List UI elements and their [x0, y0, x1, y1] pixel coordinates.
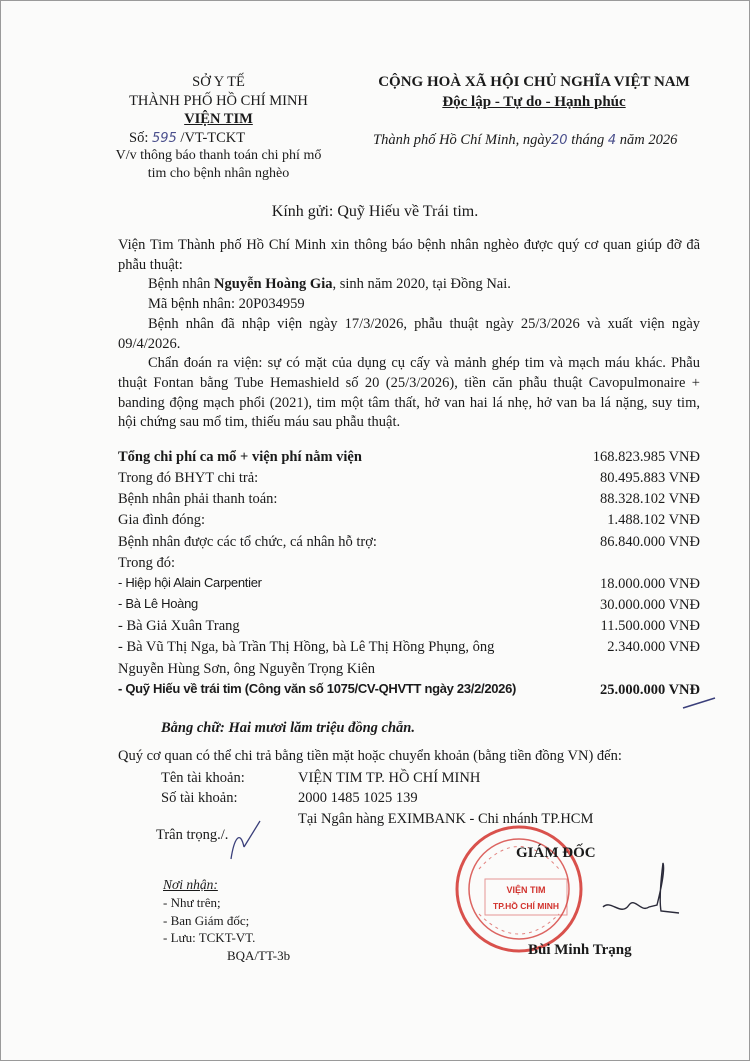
cost-label: Tổng chi phí ca mổ + viện phí nằm viện	[118, 449, 362, 465]
recipients-block	[163, 876, 290, 964]
date-year: năm 2026	[619, 132, 678, 148]
patient-prefix: Bệnh nhân	[148, 276, 215, 293]
closing-line: Trân trọng./.	[156, 827, 229, 843]
recipients-title: Nơi nhận:	[163, 877, 218, 892]
recipient-item: - Ban Giám đốc;	[163, 912, 250, 928]
recipient-item: - Như trên;	[163, 895, 221, 911]
handwritten-tick	[226, 819, 266, 869]
recipients-code: BQA/TT-3b	[227, 947, 291, 963]
recipient-line: Kính gửi: Quỹ Hiếu về Trái tim.	[271, 203, 479, 220]
cost-row-insurance	[118, 468, 700, 489]
account-name-value: VIỆN TIM TP. HỒ CHÍ MINH	[298, 770, 481, 786]
national-motto: Độc lập - Tự do - Hạnh phúc	[442, 93, 626, 110]
account-name-label: Tên tài khoản:	[161, 770, 245, 786]
cost-amount: 88.328.102 VNĐ	[599, 491, 700, 508]
date-month: 4	[607, 133, 617, 148]
cost-table	[118, 447, 700, 701]
account-name-row	[161, 768, 593, 788]
document-number	[111, 129, 326, 148]
number-suffix: /VT-TCKT	[180, 129, 246, 146]
signatory-name: Bùi Minh Trạng	[528, 942, 632, 958]
city-name: THÀNH PHỐ HỒ CHÍ MINH	[129, 92, 308, 109]
date-day: 20	[551, 133, 568, 148]
director-title: GIÁM ĐỐC	[516, 845, 596, 861]
cost-row-supported	[118, 532, 700, 553]
number-prefix: Số:	[129, 129, 149, 146]
breakdown-label: Trong đó:	[118, 554, 176, 571]
account-number-value: 2000 1485 1025 139	[298, 790, 418, 807]
stamp-line-1: VIỆN TIM	[506, 885, 546, 895]
cost-amount: 86.840.000 VNĐ	[599, 533, 700, 550]
cost-row-family	[118, 510, 700, 531]
handwritten-dash	[681, 694, 721, 714]
letter-body	[118, 236, 700, 433]
subject-line-2: tim cho bệnh nhân nghèo	[147, 166, 290, 182]
donor-amount: 18.000.000 VNĐ	[599, 575, 700, 592]
donor-amount: 11.500.000 VNĐ	[600, 618, 700, 635]
country-name: CỘNG HOÀ XÃ HỘI CHỦ NGHĨA VIỆT NAM	[378, 74, 690, 90]
cost-amount: 80.495.883 VNĐ	[599, 470, 700, 487]
recipient-item: - Lưu: TCKT-VT.	[163, 930, 256, 946]
subject-line-1: V/v thông báo thanh toán chi phí mổ	[115, 148, 322, 164]
patient-code: Mã bệnh nhân: 20P034959	[148, 296, 305, 313]
donor-label: - Hiệp hội Alain Carpentier	[118, 574, 262, 590]
national-header	[369, 73, 699, 112]
donor-amount: 2.340.000 VNĐ	[607, 639, 700, 656]
cost-label: Bệnh nhân phải thanh toán:	[118, 491, 278, 508]
institute-name: VIỆN TIM	[184, 111, 253, 128]
ministry-name: SỞ Y TẾ	[192, 74, 245, 90]
fund-amount: 25.000.000 VNĐ	[599, 681, 700, 698]
date-month-label: tháng	[571, 132, 605, 148]
handwritten-signature	[601, 859, 681, 929]
number-handwritten: 595	[151, 130, 177, 146]
cost-amount: 168.823.985 VNĐ	[592, 449, 700, 465]
cost-label: Gia đình đóng:	[118, 512, 205, 529]
account-number-label: Số tài khoản:	[161, 790, 238, 807]
donor-row	[118, 637, 700, 679]
donor-label: - Bà Lê Hoàng	[118, 596, 198, 612]
stamp-line-2: TP.HỒ CHÍ MINH	[493, 901, 559, 911]
cost-amount: 1.488.102 VNĐ	[607, 512, 700, 529]
cost-row-breakdown	[118, 553, 700, 574]
official-stamp	[449, 819, 589, 959]
cost-label: Bệnh nhân được các tổ chức, cá nhân hỗ trợ:	[118, 533, 377, 550]
cost-row-patient-pay	[118, 489, 700, 510]
bank-name: Tại Ngân hàng EXIMBANK - Chi nhánh TP.HCM	[298, 810, 594, 827]
cost-label: Trong đó BHYT chi trả:	[118, 470, 259, 487]
donor-row	[118, 574, 700, 595]
transfer-note: Quý cơ quan có thể chi trả bằng tiền mặt hoặc chuyển khoản (bằng tiền đồng VN) đến:	[118, 748, 622, 764]
intro-paragraph: Viện Tim Thành phố Hồ Chí Minh xin thông báo bệnh nhân nghèo được quý cơ quan giúp đỡ đã phẫu thuật:	[118, 237, 700, 273]
amount-in-words: Bằng chữ: Hai mươi lăm triệu đồng chẵn.	[161, 720, 415, 736]
donor-row	[118, 595, 700, 616]
donor-label: - Bà Giả Xuân Trang	[118, 618, 240, 635]
donor-amount: 30.000.000 VNĐ	[599, 597, 700, 614]
date-prefix: Thành phố Hồ Chí Minh, ngày	[373, 132, 552, 148]
issuer-header	[111, 73, 326, 183]
cost-row-total	[118, 447, 700, 468]
document-date	[373, 131, 677, 150]
donor-row	[118, 616, 700, 637]
account-number-row	[161, 788, 593, 808]
patient-line	[118, 275, 700, 295]
fund-row	[118, 680, 700, 701]
admission-paragraph: Bệnh nhân đã nhập viện ngày 17/3/2026, phẫu thuật ngày 25/3/2026 và xuất viện ngày 09/4/2026.	[118, 315, 700, 352]
patient-suffix: , sinh năm 2020, tại Đồng Nai.	[332, 276, 511, 293]
diagnosis-paragraph: Chẩn đoán ra viện: sự có mặt của dụng cụ cấy và mảnh ghép tim và mạch máu khác. Phẫu thuật Fontan bằng Tube Hemashield số 20 (25/3/2026), tiền căn phẫu thuật Cavopulmonaire + banding động mạch phổi (2021), tim một tâm thất, hở van hai lá nhẹ, hở van ba lá nặng, suy tim, hội chứng sau mổ tim, thiếu máu sau phẫu thuật.	[118, 355, 700, 431]
patient-name: Nguyễn Hoàng Gia	[214, 276, 333, 293]
donor-label: - Bà Vũ Thị Nga, bà Trần Thị Hồng, bà Lê Thị Hồng Phụng, ông Nguyễn Hùng Sơn, ông Nguyễn Trọng Kiên	[118, 639, 495, 677]
fund-label: - Quỹ Hiếu về trái tim (Công văn số 1075/CV-QHVTT ngày 23/2/2026)	[118, 680, 517, 696]
